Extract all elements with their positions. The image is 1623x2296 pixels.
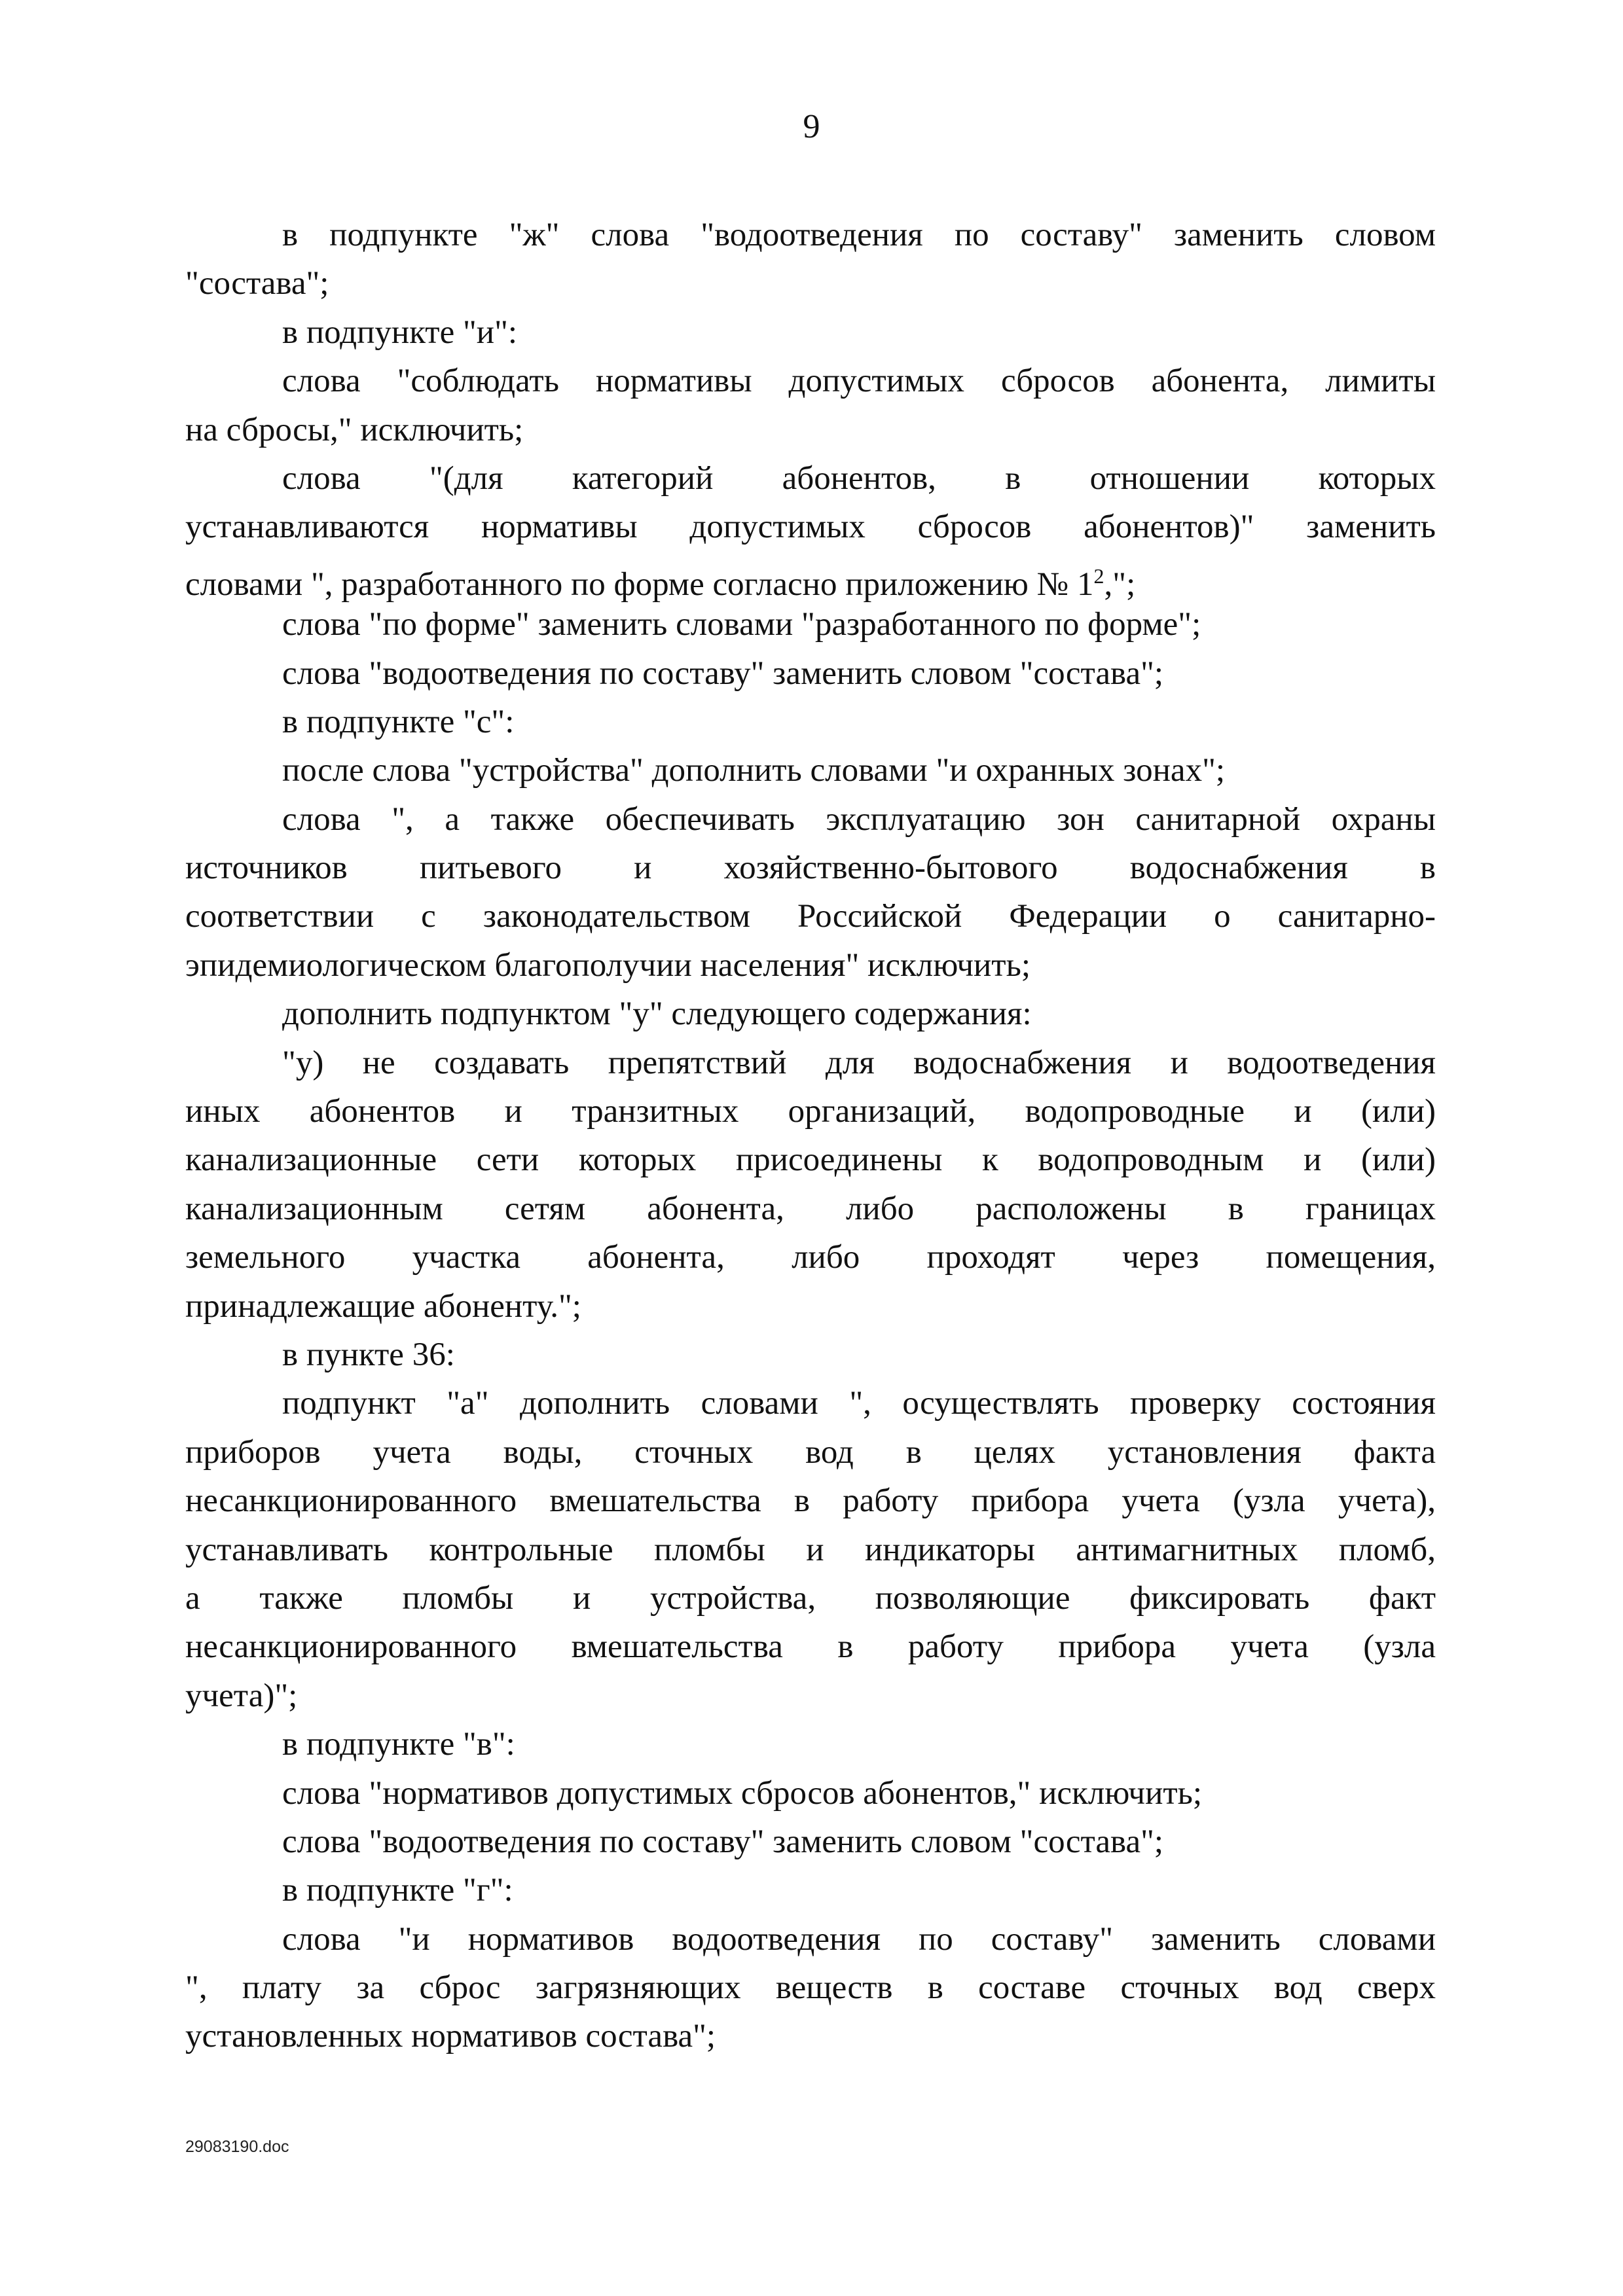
text-line-content: принадлежащие абоненту."; (185, 1287, 581, 1325)
text-line-content: эпидемиологическом благополучии населения" исключить; (185, 946, 1031, 984)
text-line-content: канализационные сети которых присоединены к водопроводным и (или) (185, 1141, 1436, 1179)
text-line (185, 1282, 1436, 1331)
text-line (185, 1477, 1436, 1525)
text-line (185, 990, 1436, 1038)
text-line (185, 2012, 1436, 2060)
text-line (185, 552, 1436, 603)
text-line (185, 1623, 1436, 1671)
text-line (185, 259, 1436, 308)
text-line (185, 600, 1436, 649)
text-line-content: дополнить подпунктом "у" следующего содержания: (282, 996, 1032, 1033)
text-line (185, 844, 1436, 892)
text-line (185, 1185, 1436, 1233)
text-line (185, 1769, 1436, 1818)
text-line-content: подпункт "а" дополнить словами ", осуществлять проверку состояния (282, 1385, 1436, 1422)
text-line-content: слова "нормативов допустимых сбросов абонентов," исключить; (282, 1774, 1203, 1812)
text-line-content: несанкционированного вмешательства в работу прибора учета (узла (185, 1628, 1436, 1666)
text-line-content: слова "водоотведения по составу" заменить словом "состава"; (282, 1823, 1164, 1860)
text-line (185, 1331, 1436, 1379)
text-line (185, 1866, 1436, 1914)
text-line (185, 357, 1436, 405)
text-line-content: устанавливаются нормативы допустимых сбросов абонентов)" заменить (185, 509, 1436, 546)
text-line (185, 746, 1436, 795)
text-line-content: слова "и нормативов водоотведения по составу" заменить словами (282, 1920, 1436, 1958)
text-line-content: после слова "устройства" дополнить словами "и охранных зонах"; (282, 752, 1226, 789)
text-line-content: в подпункте "в": (282, 1726, 515, 1763)
text-line (185, 649, 1436, 698)
text-line (185, 1136, 1436, 1184)
text-line (185, 795, 1436, 844)
text-line (185, 892, 1436, 941)
text-line (185, 941, 1436, 990)
text-line (185, 1818, 1436, 1866)
text-line-content: слова "водоотведения по составу" заменить словом "состава"; (282, 655, 1164, 692)
text-line-content: земельного участка абонента, либо проходят через помещения, (185, 1239, 1436, 1276)
text-line-content: в подпункте "с": (282, 703, 515, 740)
text-line-content: канализационным сетям абонента, либо расположены в границах (185, 1190, 1436, 1227)
text-line (185, 308, 1436, 357)
text-line (185, 1672, 1436, 1720)
text-line (185, 698, 1436, 746)
text-line (185, 1233, 1436, 1282)
superscript: 2 (1093, 564, 1104, 588)
text-line (185, 1915, 1436, 1964)
text-line-content: в пункте 36: (282, 1336, 455, 1373)
text-line-content: несанкционированного вмешательства в работу прибора учета (узла учета), (185, 1482, 1436, 1520)
text-line (185, 406, 1436, 454)
text-line-content: приборов учета воды, сточных вод в целях установления факта (185, 1433, 1436, 1471)
text-line (185, 503, 1436, 551)
text-line-content: "состава"; (185, 265, 329, 302)
text-line (185, 1526, 1436, 1574)
text-line-content: в подпункте "г": (282, 1872, 513, 1909)
text-line-content: "у) не создавать препятствий для водоснабжения и водоотведения (282, 1044, 1436, 1081)
page-number: 9 (803, 108, 820, 145)
text-line (185, 454, 1436, 503)
text-line-content: установленных нормативов состава"; (185, 2018, 716, 2055)
text-line-content: слова "по форме" заменить словами "разработанного по форме"; (282, 606, 1201, 643)
text-line-tail: ,"; (1104, 565, 1136, 603)
text-line (185, 1039, 1436, 1087)
text-line-content: слова "соблюдать нормативы допустимых сбросов абонента, лимиты (282, 363, 1436, 400)
text-line-content: словами ", разработанного по форме согласно приложению № 1 (185, 565, 1094, 603)
text-line-content: в подпункте "ж" слова "водоотведения по составу" заменить словом (282, 217, 1436, 253)
text-line (185, 211, 1436, 259)
text-line-content: учета)"; (185, 1677, 298, 1714)
text-line (185, 1428, 1436, 1477)
text-line-content: иных абонентов и транзитных организаций, водопроводные и (или) (185, 1093, 1436, 1130)
text-line-content: устанавливать контрольные пломбы и индикаторы антимагнитных пломб, (185, 1531, 1436, 1568)
text-line (185, 1379, 1436, 1427)
text-line-content: в подпункте "и": (282, 314, 518, 351)
text-line (185, 1964, 1436, 2012)
text-line-content: а также пломбы и устройства, позволяющие фиксировать факт (185, 1579, 1436, 1617)
text-line-content: слова ", а также обеспечивать эксплуатацию зон санитарной охраны (282, 800, 1436, 838)
text-line (185, 1720, 1436, 1768)
footer-filename: 29083190.doc (185, 2138, 289, 2156)
text-line-content: источников питьевого и хозяйственно-бытового водоснабжения в (185, 850, 1436, 887)
document-body (185, 211, 1436, 2061)
text-line-content: слова "(для категорий абонентов, в отношении которых (282, 459, 1436, 497)
text-line-content: ", плату за сброс загрязняющих веществ в составе сточных вод сверх (185, 1969, 1436, 2007)
text-line (185, 1574, 1436, 1623)
text-line (185, 1087, 1436, 1136)
text-line-content: соответствии с законодательством Российской Федерации о санитарно- (185, 898, 1436, 935)
text-line-content: на сбросы," исключить; (185, 411, 524, 448)
